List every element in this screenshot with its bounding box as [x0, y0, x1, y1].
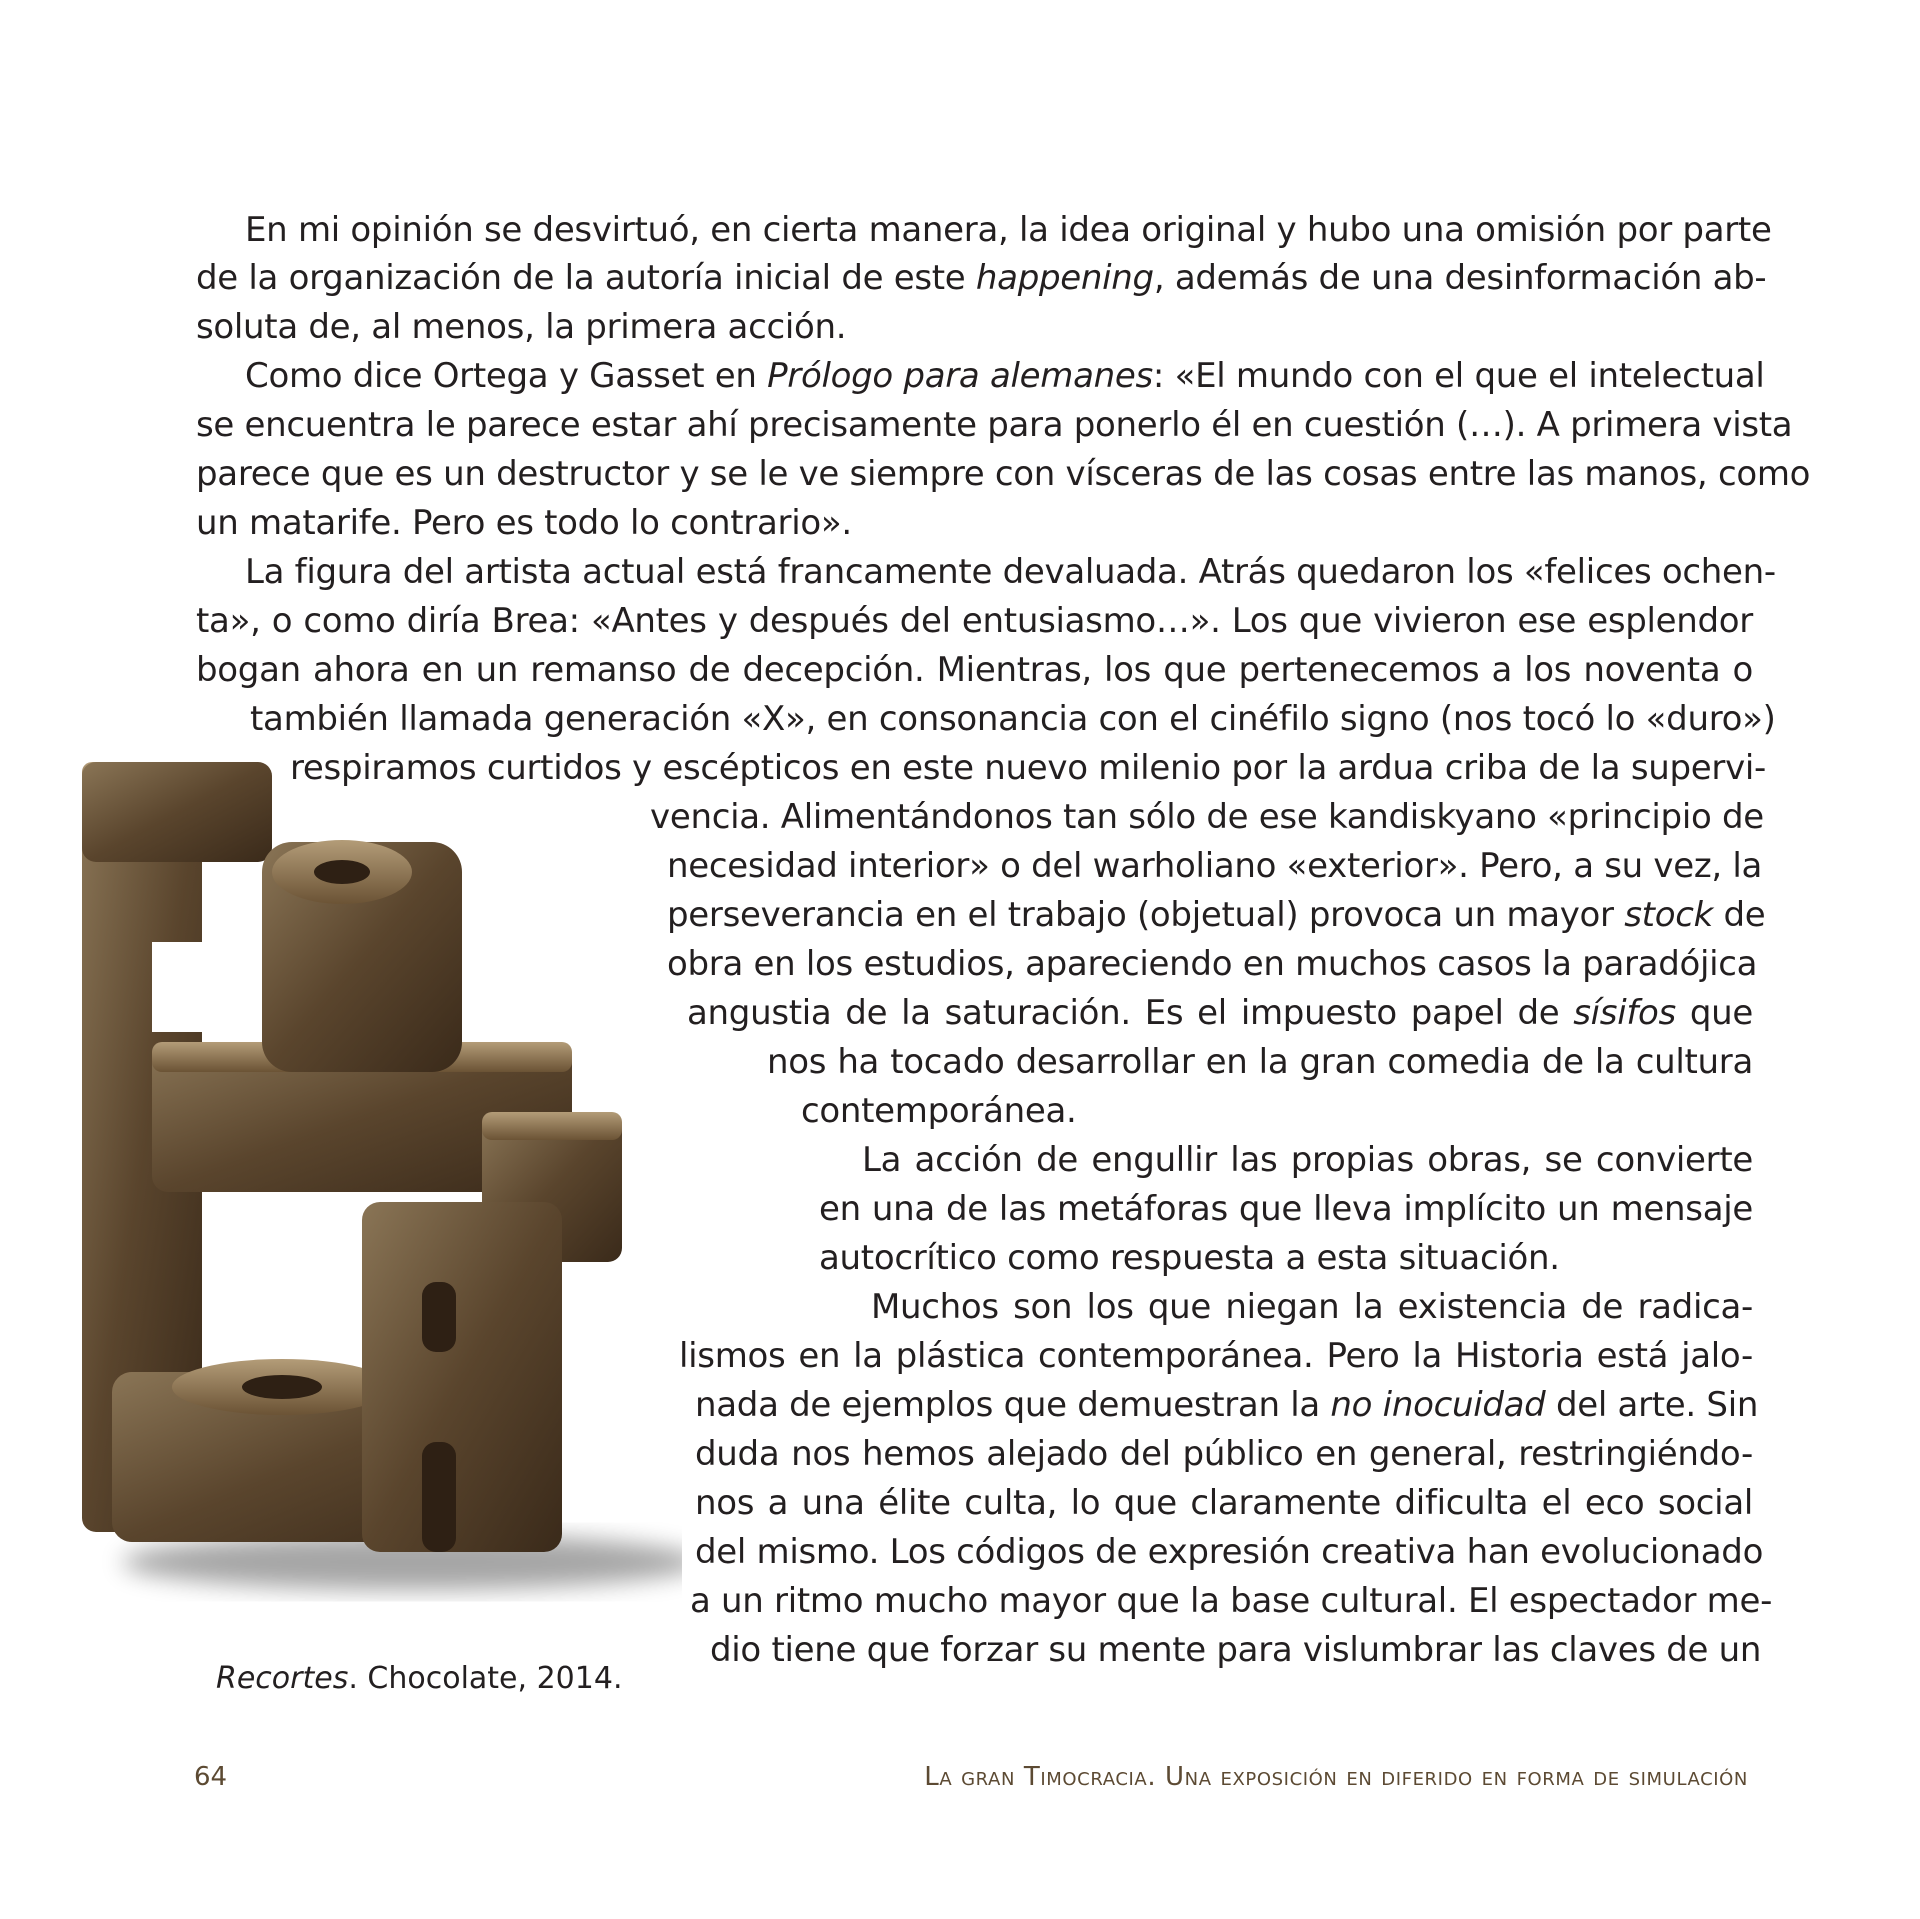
text-line: bogan ahora en un remanso de decepción. Mientras, los que pertenecemos a los noventa o — [196, 650, 1753, 690]
sculpture-block-front-pillar — [362, 1202, 562, 1552]
text-line: dio tiene que forzar su mente para vislumbrar las claves de un — [710, 1630, 1762, 1670]
running-title: La gran Timocracia. Una exposición en diferido en forma de simulación — [924, 1762, 1748, 1792]
text-line: perseverancia en el trabajo (objetual) provoca un mayor stock de — [667, 895, 1766, 935]
text-line: se encuentra le parece estar ahí precisamente para ponerlo él en cuestión (…). A primera vista — [196, 405, 1793, 445]
text-line: también llamada generación «X», en consonancia con el cinéfilo signo (nos tocó lo «duro») — [250, 699, 1776, 739]
text-line: del mismo. Los códigos de expresión creativa han evolucionado — [695, 1532, 1764, 1572]
text-line: a un ritmo mucho mayor que la base cultural. El espectador me- — [690, 1581, 1773, 1621]
text-line: contemporánea. — [801, 1091, 1077, 1131]
text-line: duda nos hemos alejado del público en general, restringiéndo- — [695, 1434, 1753, 1474]
text-line: ta», o como diría Brea: «Antes y después del entusiasmo…». Los que vivieron ese esplendor — [196, 601, 1753, 641]
text-line: angustia de la saturación. Es el impuesto papel de sísifos que — [687, 993, 1753, 1033]
text-line: soluta de, al menos, la primera acción. — [196, 307, 847, 347]
text-line: obra en los estudios, apareciendo en muchos casos la paradójica — [667, 944, 1758, 984]
text-line: lismos en la plástica contemporánea. Pero la Historia está jalo- — [679, 1336, 1753, 1376]
page-number: 64 — [194, 1762, 228, 1792]
text-line: vencia. Alimentándonos tan sólo de ese kandiskyano «principio de — [650, 797, 1764, 837]
text-line: nos ha tocado desarrollar en la gran comedia de la cultura — [767, 1042, 1753, 1082]
text-line: en una de las metáforas que lleva implícito un mensaje — [819, 1189, 1753, 1229]
text-line: autocrítico como respuesta a esta situación. — [819, 1238, 1560, 1278]
text-line: nos a una élite culta, lo que claramente dificulta el eco social — [695, 1483, 1753, 1523]
text-line: En mi opinión se desvirtuó, en cierta manera, la idea original y hubo una omisión por parte — [245, 210, 1772, 250]
text-line: Muchos son los que niegan la existencia de radica- — [871, 1287, 1753, 1327]
text-line: respiramos curtidos y escépticos en este nuevo milenio por la ardua criba de la supervi- — [290, 748, 1767, 788]
text-line: parece que es un destructor y se le ve siempre con vísceras de las cosas entre las manos, como — [196, 454, 1811, 494]
chocolate-sculpture-photo — [82, 722, 682, 1622]
text-line: Como dice Ortega y Gasset en Prólogo para alemanes: «El mundo con el que el intelectual — [245, 356, 1765, 396]
text-line: nada de ejemplos que demuestran la no inocuidad del arte. Sin — [695, 1385, 1759, 1425]
text-line: de la organización de la autoría inicial de este happening, además de una desinformación ab- — [196, 258, 1767, 298]
text-line: necesidad interior» o del warholiano «exterior». Pero, a su vez, la — [667, 846, 1763, 886]
text-line: La figura del artista actual está francamente devaluada. Atrás quedaron los «felices ochen- — [245, 552, 1776, 592]
text-line: un matarife. Pero es todo lo contrario». — [196, 503, 852, 543]
text-line: La acción de engullir las propias obras, se convierte — [862, 1140, 1753, 1180]
figure-caption: Recortes. Chocolate, 2014. — [216, 1661, 623, 1696]
